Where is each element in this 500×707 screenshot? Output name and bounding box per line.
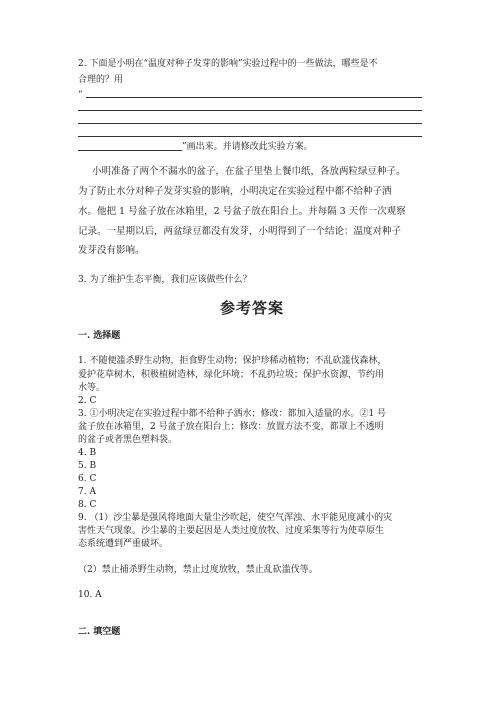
answer-3-line-3: 的盆子或者黑色塑料袋。 xyxy=(78,435,178,445)
open-quote: “ xyxy=(78,90,83,100)
answer-2: 2. C xyxy=(78,396,97,406)
answer-4: 4. B xyxy=(78,448,97,458)
answer-1-line-2: 爱护花草树木，积极植树造林，绿化环境；不乱扔垃圾；保护水资源，节约用 xyxy=(78,370,385,380)
passage-line-1: 小明准备了两个不漏水的盆子，在盆子里垫上餐巾纸，各放两粒绿豆种子。 xyxy=(92,166,406,177)
answer-9-line-1: 9. （1）沙尘暴是强风将地面大量尘沙吹起，使空气浑浊、水平能见度减小的灾 xyxy=(78,513,393,523)
answer-line-1 xyxy=(86,97,422,98)
answer-9-line-2: 害性天气现象。沙尘暴的主要起因是人类过度放牧、过度采集等行为使草原生 xyxy=(78,526,385,536)
section-2-heading: 二. 填空题 xyxy=(78,627,121,637)
passage-line-2: 为了防止水分对种子发芽实验的影响，小明决定在实验过程中都不给种子洒 xyxy=(78,186,392,197)
answer-line-3 xyxy=(78,123,422,124)
answer-line-5 xyxy=(78,150,182,151)
question-2-line-2: 合理的？用 xyxy=(78,75,124,85)
answer-5: 5. B xyxy=(78,461,97,471)
question-3: 3. 为了维护生态平衡，我们应该做些什么？ xyxy=(78,275,252,285)
answer-3-line-2: 盆子放在冰箱里，2 号盆子放在阳台上；修改：放置方法不变，都罩上不透明 xyxy=(78,422,384,432)
passage-line-4: 记录。一星期以后，两盆绿豆都没有发芽，小明得到了一个结论：温度对种子 xyxy=(78,226,402,237)
answers-title: 参考答案 xyxy=(220,299,285,317)
answer-8: 8. C xyxy=(78,500,97,510)
answer-10: 10. A xyxy=(78,590,102,600)
answer-line-4 xyxy=(78,136,422,137)
question-2-tail: ”画出来。并请修改此实验方案。 xyxy=(182,142,313,152)
passage-line-3: 水。他把 1 号盆子放在冰箱里，2 号盆子放在阳台上。并每隔 3 天作一次观察 xyxy=(78,206,406,217)
question-2-line-1: 2. 下面是小明在“温度对种子发芽的影响”实验过程中的一些做法，哪些是不 xyxy=(78,59,378,69)
answer-1-line-3: 水等。 xyxy=(78,383,106,393)
section-1-heading: 一. 选择题 xyxy=(78,331,121,341)
answer-6: 6. C xyxy=(78,474,97,484)
passage-line-5: 发芽没有影响。 xyxy=(78,245,145,256)
answer-7: 7. A xyxy=(78,487,96,497)
answer-line-2 xyxy=(78,110,422,111)
answer-9-line-3: 态系统遭到严重破坏。 xyxy=(78,539,169,549)
answer-1-line-1: 1. 不随便滥杀野生动物，拒食野生动物；保护珍稀动植物；不乱砍滥伐森林， xyxy=(78,356,387,366)
answer-9-part-2: （2）禁止捕杀野生动物，禁止过度放牧，禁止乱砍滥伐等。 xyxy=(78,565,318,575)
answer-3-line-1: 3. ①小明决定在实验过程中都不给种子洒水；修改：都加入适量的水。②1 号 xyxy=(78,409,387,419)
